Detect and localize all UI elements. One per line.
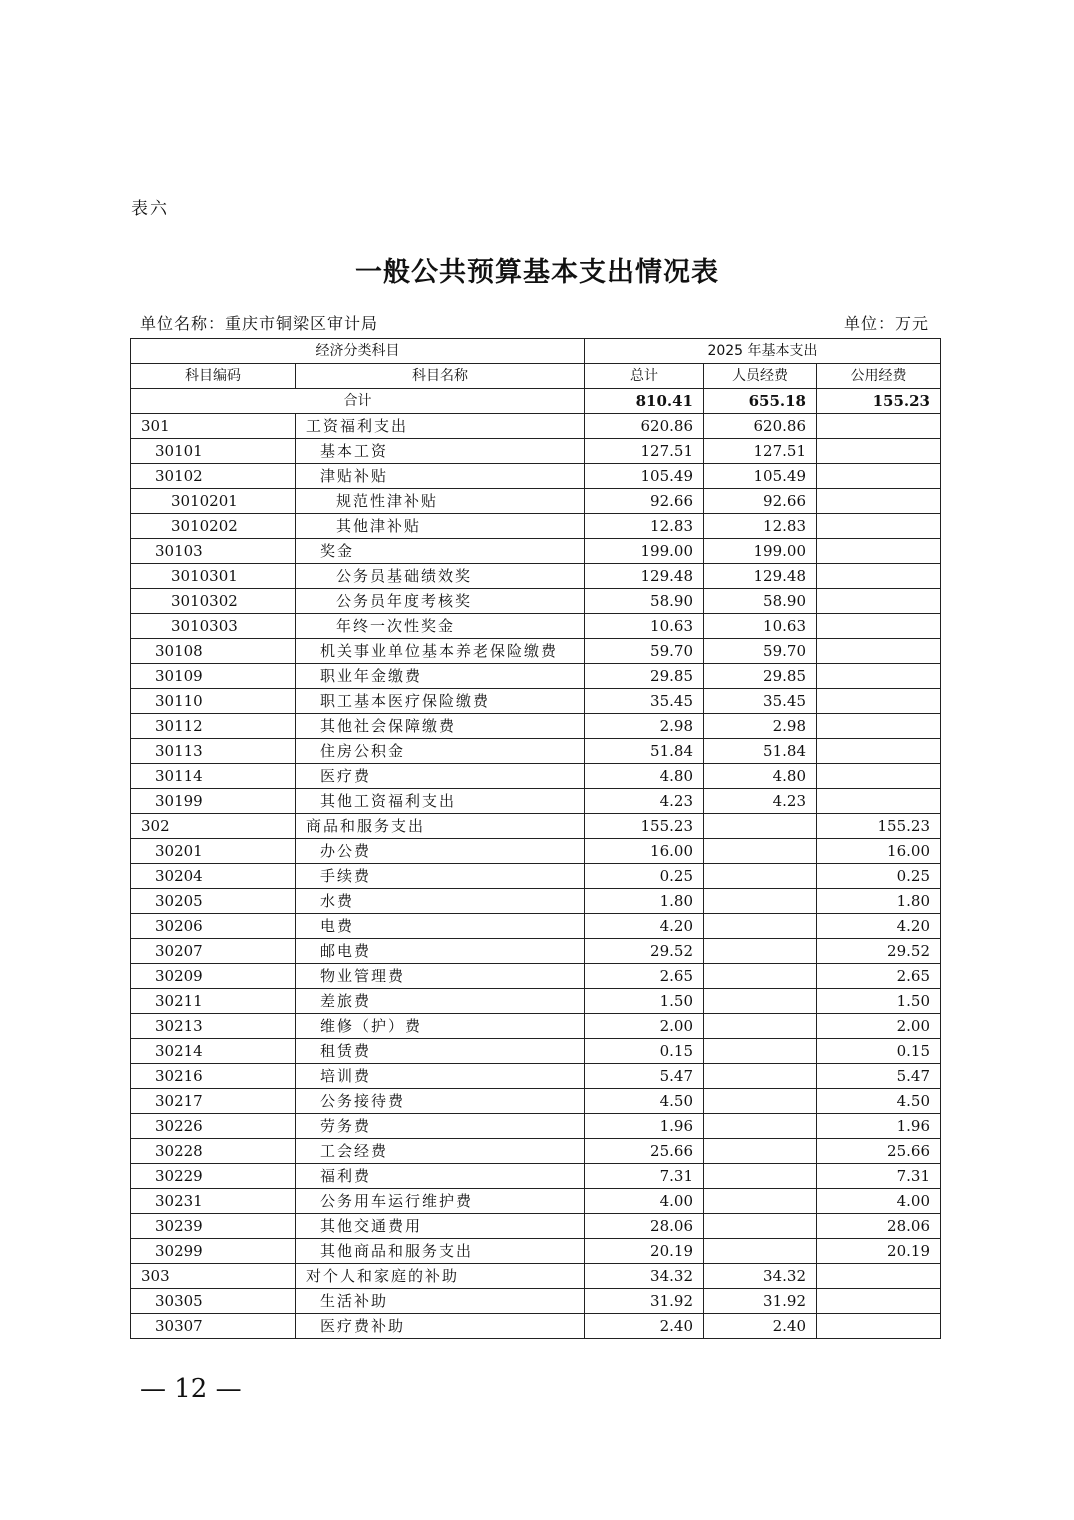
row-name: 职业年金缴费 — [296, 664, 585, 689]
table-row — [131, 989, 941, 1014]
row-code: 30216 — [131, 1064, 296, 1089]
row-public: 155.23 — [817, 814, 941, 839]
row-code: 30201 — [131, 839, 296, 864]
row-name: 对个人和家庭的补助 — [296, 1264, 585, 1289]
table-row — [131, 1314, 941, 1339]
row-public — [817, 1289, 941, 1314]
row-name: 工资福利支出 — [296, 414, 585, 439]
table-row — [131, 964, 941, 989]
row-total: 4.80 — [585, 764, 704, 789]
row-code: 30213 — [131, 1014, 296, 1039]
row-public — [817, 614, 941, 639]
row-total: 29.52 — [585, 939, 704, 964]
row-code: 30109 — [131, 664, 296, 689]
table-row — [131, 539, 941, 564]
row-public — [817, 1264, 941, 1289]
row-name: 物业管理费 — [296, 964, 585, 989]
table-row — [131, 614, 941, 639]
row-code: 30229 — [131, 1164, 296, 1189]
row-name: 奖金 — [296, 539, 585, 564]
row-code: 30305 — [131, 1289, 296, 1314]
row-name: 租赁费 — [296, 1039, 585, 1064]
row-personnel — [704, 1139, 817, 1164]
row-public — [817, 764, 941, 789]
row-total: 58.90 — [585, 589, 704, 614]
row-total: 20.19 — [585, 1239, 704, 1264]
row-code: 3010202 — [131, 514, 296, 539]
row-total: 92.66 — [585, 489, 704, 514]
row-personnel — [704, 864, 817, 889]
totals-label: 合计 — [131, 389, 585, 414]
row-personnel — [704, 839, 817, 864]
table-row — [131, 814, 941, 839]
row-code: 302 — [131, 814, 296, 839]
row-name: 邮电费 — [296, 939, 585, 964]
row-total: 129.48 — [585, 564, 704, 589]
totals-row — [131, 389, 941, 414]
row-personnel: 620.86 — [704, 414, 817, 439]
row-code: 30114 — [131, 764, 296, 789]
row-total: 59.70 — [585, 639, 704, 664]
row-public — [817, 414, 941, 439]
header-code: 科目编码 — [131, 364, 296, 389]
table-row — [131, 789, 941, 814]
table-row — [131, 439, 941, 464]
row-personnel: 199.00 — [704, 539, 817, 564]
row-code: 30299 — [131, 1239, 296, 1264]
table-row — [131, 1039, 941, 1064]
table-row — [131, 739, 941, 764]
table-row — [131, 514, 941, 539]
row-total: 29.85 — [585, 664, 704, 689]
row-total: 105.49 — [585, 464, 704, 489]
row-personnel — [704, 1089, 817, 1114]
table-row — [131, 564, 941, 589]
table-row — [131, 589, 941, 614]
row-total: 2.98 — [585, 714, 704, 739]
row-code: 3010303 — [131, 614, 296, 639]
table-row — [131, 939, 941, 964]
row-total: 31.92 — [585, 1289, 704, 1314]
row-personnel: 51.84 — [704, 739, 817, 764]
row-total: 16.00 — [585, 839, 704, 864]
row-personnel — [704, 889, 817, 914]
row-name: 维修（护）费 — [296, 1014, 585, 1039]
row-total: 4.20 — [585, 914, 704, 939]
row-total: 620.86 — [585, 414, 704, 439]
row-name: 机关事业单位基本养老保险缴费 — [296, 639, 585, 664]
row-personnel: 29.85 — [704, 664, 817, 689]
table-row — [131, 689, 941, 714]
row-total: 51.84 — [585, 739, 704, 764]
row-name: 办公费 — [296, 839, 585, 864]
row-public — [817, 664, 941, 689]
page-number: — 12 — — [140, 1374, 242, 1404]
row-total: 4.00 — [585, 1189, 704, 1214]
row-public: 29.52 — [817, 939, 941, 964]
row-name: 医疗费 — [296, 764, 585, 789]
row-name: 电费 — [296, 914, 585, 939]
row-public: 0.25 — [817, 864, 941, 889]
table-row — [131, 1239, 941, 1264]
row-public — [817, 539, 941, 564]
row-personnel — [704, 1164, 817, 1189]
row-personnel: 58.90 — [704, 589, 817, 614]
row-personnel: 105.49 — [704, 464, 817, 489]
row-name: 公务接待费 — [296, 1089, 585, 1114]
header-public: 公用经费 — [817, 364, 941, 389]
row-name: 差旅费 — [296, 989, 585, 1014]
row-public: 20.19 — [817, 1239, 941, 1264]
row-personnel: 31.92 — [704, 1289, 817, 1314]
header-name: 科目名称 — [296, 364, 585, 389]
row-code: 30103 — [131, 539, 296, 564]
row-personnel — [704, 989, 817, 1014]
row-personnel: 10.63 — [704, 614, 817, 639]
row-personnel — [704, 939, 817, 964]
row-name: 劳务费 — [296, 1114, 585, 1139]
header-economic-class: 经济分类科目 — [131, 339, 585, 364]
table-row — [131, 864, 941, 889]
row-total: 7.31 — [585, 1164, 704, 1189]
row-public: 4.00 — [817, 1189, 941, 1214]
budget-table — [130, 338, 941, 1339]
row-personnel: 12.83 — [704, 514, 817, 539]
row-public: 2.65 — [817, 964, 941, 989]
row-total: 155.23 — [585, 814, 704, 839]
table-row — [131, 1139, 941, 1164]
table-row — [131, 1189, 941, 1214]
row-total: 35.45 — [585, 689, 704, 714]
row-name: 医疗费补助 — [296, 1314, 585, 1339]
row-name: 生活补助 — [296, 1289, 585, 1314]
table-body — [131, 414, 941, 1339]
totals-personnel: 655.18 — [704, 389, 817, 414]
table-row — [131, 639, 941, 664]
row-public: 5.47 — [817, 1064, 941, 1089]
row-public — [817, 739, 941, 764]
row-code: 30207 — [131, 939, 296, 964]
row-name: 公务员年度考核奖 — [296, 589, 585, 614]
table-row — [131, 1164, 941, 1189]
table-label: 表六 — [131, 199, 169, 219]
table-row — [131, 1089, 941, 1114]
row-code: 30226 — [131, 1114, 296, 1139]
row-name: 其他交通费用 — [296, 1214, 585, 1239]
row-code: 30102 — [131, 464, 296, 489]
row-code: 30108 — [131, 639, 296, 664]
row-personnel — [704, 914, 817, 939]
row-public: 16.00 — [817, 839, 941, 864]
row-code: 303 — [131, 1264, 296, 1289]
row-code: 301 — [131, 414, 296, 439]
row-personnel — [704, 1114, 817, 1139]
row-total: 12.83 — [585, 514, 704, 539]
row-public: 4.50 — [817, 1089, 941, 1114]
row-code: 30204 — [131, 864, 296, 889]
row-name: 其他商品和服务支出 — [296, 1239, 585, 1264]
row-public: 1.96 — [817, 1114, 941, 1139]
totals-public: 155.23 — [817, 389, 941, 414]
row-personnel: 35.45 — [704, 689, 817, 714]
row-total: 0.25 — [585, 864, 704, 889]
row-code: 30209 — [131, 964, 296, 989]
table-row — [131, 714, 941, 739]
row-code: 30214 — [131, 1039, 296, 1064]
row-total: 10.63 — [585, 614, 704, 639]
table-row — [131, 1014, 941, 1039]
row-name: 其他津补贴 — [296, 514, 585, 539]
row-code: 30239 — [131, 1214, 296, 1239]
table-row — [131, 464, 941, 489]
table-row — [131, 1114, 941, 1139]
row-personnel — [704, 964, 817, 989]
row-code: 30113 — [131, 739, 296, 764]
table-row — [131, 1264, 941, 1289]
unit-label: 单位：万元 — [843, 314, 929, 333]
row-name: 公务用车运行维护费 — [296, 1189, 585, 1214]
row-total: 28.06 — [585, 1214, 704, 1239]
row-total: 1.80 — [585, 889, 704, 914]
row-total: 2.00 — [585, 1014, 704, 1039]
row-name: 规范性津补贴 — [296, 489, 585, 514]
header-personnel: 人员经费 — [704, 364, 817, 389]
row-public — [817, 639, 941, 664]
row-personnel: 4.80 — [704, 764, 817, 789]
row-personnel — [704, 1014, 817, 1039]
row-public — [817, 589, 941, 614]
row-public — [817, 689, 941, 714]
row-personnel: 34.32 — [704, 1264, 817, 1289]
row-total: 199.00 — [585, 539, 704, 564]
row-name: 商品和服务支出 — [296, 814, 585, 839]
row-name: 津贴补贴 — [296, 464, 585, 489]
row-code: 30199 — [131, 789, 296, 814]
row-total: 1.50 — [585, 989, 704, 1014]
row-total: 127.51 — [585, 439, 704, 464]
table-row — [131, 839, 941, 864]
row-personnel: 92.66 — [704, 489, 817, 514]
table-row — [131, 889, 941, 914]
table-row — [131, 764, 941, 789]
row-code: 30211 — [131, 989, 296, 1014]
row-personnel — [704, 1214, 817, 1239]
row-name: 福利费 — [296, 1164, 585, 1189]
row-total: 5.47 — [585, 1064, 704, 1089]
row-code: 30231 — [131, 1189, 296, 1214]
row-public: 25.66 — [817, 1139, 941, 1164]
row-public: 1.50 — [817, 989, 941, 1014]
row-code: 30228 — [131, 1139, 296, 1164]
row-total: 1.96 — [585, 1114, 704, 1139]
row-public — [817, 489, 941, 514]
row-personnel: 2.98 — [704, 714, 817, 739]
row-public: 2.00 — [817, 1014, 941, 1039]
row-name: 公务员基础绩效奖 — [296, 564, 585, 589]
row-personnel: 129.48 — [704, 564, 817, 589]
row-public — [817, 1314, 941, 1339]
row-name: 工会经费 — [296, 1139, 585, 1164]
header-row-1 — [131, 339, 941, 364]
table-row — [131, 414, 941, 439]
row-personnel: 4.23 — [704, 789, 817, 814]
row-personnel: 59.70 — [704, 639, 817, 664]
row-code: 30101 — [131, 439, 296, 464]
unit-name: 单位名称：重庆市铜梁区审计局 — [140, 314, 379, 333]
totals-total: 810.41 — [585, 389, 704, 414]
row-total: 2.40 — [585, 1314, 704, 1339]
row-total: 25.66 — [585, 1139, 704, 1164]
row-code: 3010201 — [131, 489, 296, 514]
header-total: 总计 — [585, 364, 704, 389]
row-public — [817, 464, 941, 489]
row-name: 其他工资福利支出 — [296, 789, 585, 814]
row-public — [817, 439, 941, 464]
row-total: 0.15 — [585, 1039, 704, 1064]
row-code: 3010301 — [131, 564, 296, 589]
row-public: 0.15 — [817, 1039, 941, 1064]
row-total: 2.65 — [585, 964, 704, 989]
row-name: 年终一次性奖金 — [296, 614, 585, 639]
row-name: 住房公积金 — [296, 739, 585, 764]
row-public — [817, 514, 941, 539]
table-row — [131, 914, 941, 939]
row-public — [817, 714, 941, 739]
row-code: 3010302 — [131, 589, 296, 614]
row-personnel — [704, 1189, 817, 1214]
row-total: 34.32 — [585, 1264, 704, 1289]
table-row — [131, 664, 941, 689]
row-code: 30110 — [131, 689, 296, 714]
row-name: 水费 — [296, 889, 585, 914]
row-code: 30217 — [131, 1089, 296, 1114]
row-public: 7.31 — [817, 1164, 941, 1189]
row-personnel — [704, 814, 817, 839]
row-name: 培训费 — [296, 1064, 585, 1089]
row-code: 30112 — [131, 714, 296, 739]
row-total: 4.50 — [585, 1089, 704, 1114]
row-personnel: 127.51 — [704, 439, 817, 464]
row-name: 基本工资 — [296, 439, 585, 464]
table-row — [131, 489, 941, 514]
row-public: 4.20 — [817, 914, 941, 939]
row-personnel: 2.40 — [704, 1314, 817, 1339]
row-code: 30205 — [131, 889, 296, 914]
row-personnel — [704, 1064, 817, 1089]
row-public — [817, 564, 941, 589]
header-row-2 — [131, 364, 941, 389]
row-name: 职工基本医疗保险缴费 — [296, 689, 585, 714]
table-row — [131, 1064, 941, 1089]
table-row — [131, 1289, 941, 1314]
row-personnel — [704, 1239, 817, 1264]
row-public: 1.80 — [817, 889, 941, 914]
table-row — [131, 1214, 941, 1239]
row-public: 28.06 — [817, 1214, 941, 1239]
row-total: 4.23 — [585, 789, 704, 814]
row-name: 其他社会保障缴费 — [296, 714, 585, 739]
row-public — [817, 789, 941, 814]
row-personnel — [704, 1039, 817, 1064]
page-title: 一般公共预算基本支出情况表 — [355, 257, 719, 288]
row-name: 手续费 — [296, 864, 585, 889]
row-code: 30307 — [131, 1314, 296, 1339]
row-code: 30206 — [131, 914, 296, 939]
header-budget-2025: 2025 年基本支出 — [585, 339, 941, 364]
